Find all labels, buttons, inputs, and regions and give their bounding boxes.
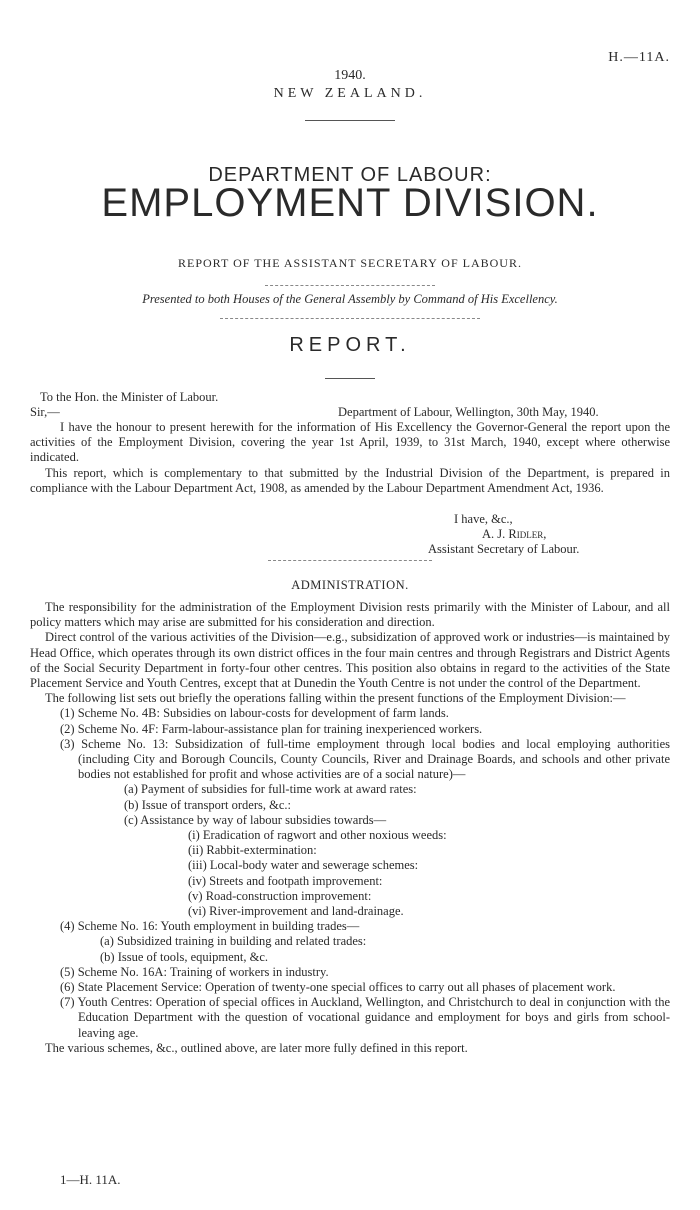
divider (220, 318, 480, 319)
administration-paragraph: Direct control of the various activities of the Division—e.g., subsidization of approved work or industries—is maintained by Head Office, which operates through its own district offices in the four main centres and through Registrars and District Agents of the Social Security Department in forty-four other centres. This position also obtains in regard to the activities of the State Placement Service and Youth Centres, except that at Dunedin the Youth Centre is not under the control of the Department. (30, 630, 670, 691)
section-heading-administration: ADMINISTRATION. (291, 578, 409, 592)
list-subsubitem: (iv) Streets and footpath improvement: (188, 873, 383, 888)
list-subitem: (a) Subsidized training in building and related trades: (100, 934, 367, 949)
place-and-date: Department of Labour, Wellington, 30th May, 1940. (338, 405, 599, 419)
list-item: (5) Scheme No. 16A: Training of workers in industry. (60, 964, 329, 979)
administration-body (30, 600, 670, 1056)
administration-paragraph: The responsibility for the administration of the Employment Division rests primarily with the Minister of Labour, and all policy matters which may arise are submitted for his consideration and direction. (30, 600, 670, 630)
list-item: (6) State Placement Service: Operation of twenty-one special offices to carry out all phases of placement work. (60, 980, 616, 995)
signature-mark: 1—H. 11A. (60, 1172, 121, 1187)
divider (265, 285, 435, 286)
list-subitem: (b) Issue of transport orders, &c.: (124, 797, 291, 812)
list-item: (4) Scheme No. 16: Youth employment in building trades— (60, 919, 360, 934)
signatory-title: Assistant Secretary of Labour. (428, 542, 580, 556)
letter-paragraph: I have the honour to present herewith for the information of His Excellency the Governor-General the report upon the activities of the Employment Division, covering the year 1st April, 1939, to 31st March, 1940, except where otherwise indicated. (30, 420, 670, 465)
divider (325, 378, 375, 379)
letter-closing: I have, &c., (454, 512, 513, 526)
list-item: (7) Youth Centres: Operation of special offices in Auckland, Wellington, and Christchurch to deal in conjunction with the Education Department with the question of vocational guidance and employment for boys and girls from school-leaving age. (60, 995, 670, 1040)
salutation: Sir,— (30, 405, 60, 419)
letter-body (30, 420, 670, 496)
page-reference: H.—11A. (608, 50, 670, 65)
list-subsubitem: (ii) Rabbit-extermination: (188, 843, 317, 858)
presentation-line: Presented to both Houses of the General Assembly by Command of His Excellency. (142, 292, 558, 306)
report-heading: REPORT. (289, 334, 411, 356)
list-item: (2) Scheme No. 4F: Farm-labour-assistance plan for training inexperienced workers. (60, 721, 483, 736)
list-subsubitem: (vi) River-improvement and land-drainage. (188, 904, 404, 919)
addressee: To the Hon. the Minister of Labour. (40, 390, 219, 404)
country-name: NEW ZEALAND. (273, 86, 427, 101)
list-subitem: (c) Assistance by way of labour subsidies towards— (124, 812, 387, 827)
administration-paragraph: The following list sets out briefly the operations falling within the present functions of the Employment Division:— (45, 691, 626, 706)
divider (268, 560, 432, 561)
report-subtitle: REPORT OF THE ASSISTANT SECRETARY OF LABOUR. (178, 256, 522, 270)
divider (305, 120, 395, 121)
department-title: DEPARTMENT OF LABOUR: (208, 164, 492, 186)
report-year: 1940. (334, 68, 366, 83)
list-subsubitem: (v) Road-construction improvement: (188, 888, 372, 903)
list-item: (3) Scheme No. 13: Subsidization of full-time employment through local bodies and local employing authorities (including City and Borough Councils, County Councils, River and Drainage Boards, and schools and other private bodies not established for profit and whose activities are of a social nature)— (60, 736, 670, 782)
list-subitem: (b) Issue of tools, equipment, &c. (100, 949, 269, 964)
division-title: EMPLOYMENT DIVISION. (101, 181, 599, 225)
list-subitem: (a) Payment of subsidies for full-time work at award rates: (124, 782, 417, 797)
letter-paragraph: This report, which is complementary to that submitted by the Industrial Division of the Department, is prepared in compliance with the Labour Department Act, 1908, as amended by the Labour Department Amendment Act, 1936. (30, 465, 670, 495)
list-subsubitem: (iii) Local-body water and sewerage schemes: (188, 858, 419, 873)
administration-closing: The various schemes, &c., outlined above, are later more fully defined in this report. (45, 1040, 468, 1055)
signatory-name: A. J. Ridler, (482, 527, 547, 541)
list-item: (1) Scheme No. 4B: Subsidies on labour-costs for development of farm lands. (60, 706, 449, 721)
list-subsubitem: (i) Eradication of ragwort and other noxious weeds: (188, 828, 447, 843)
